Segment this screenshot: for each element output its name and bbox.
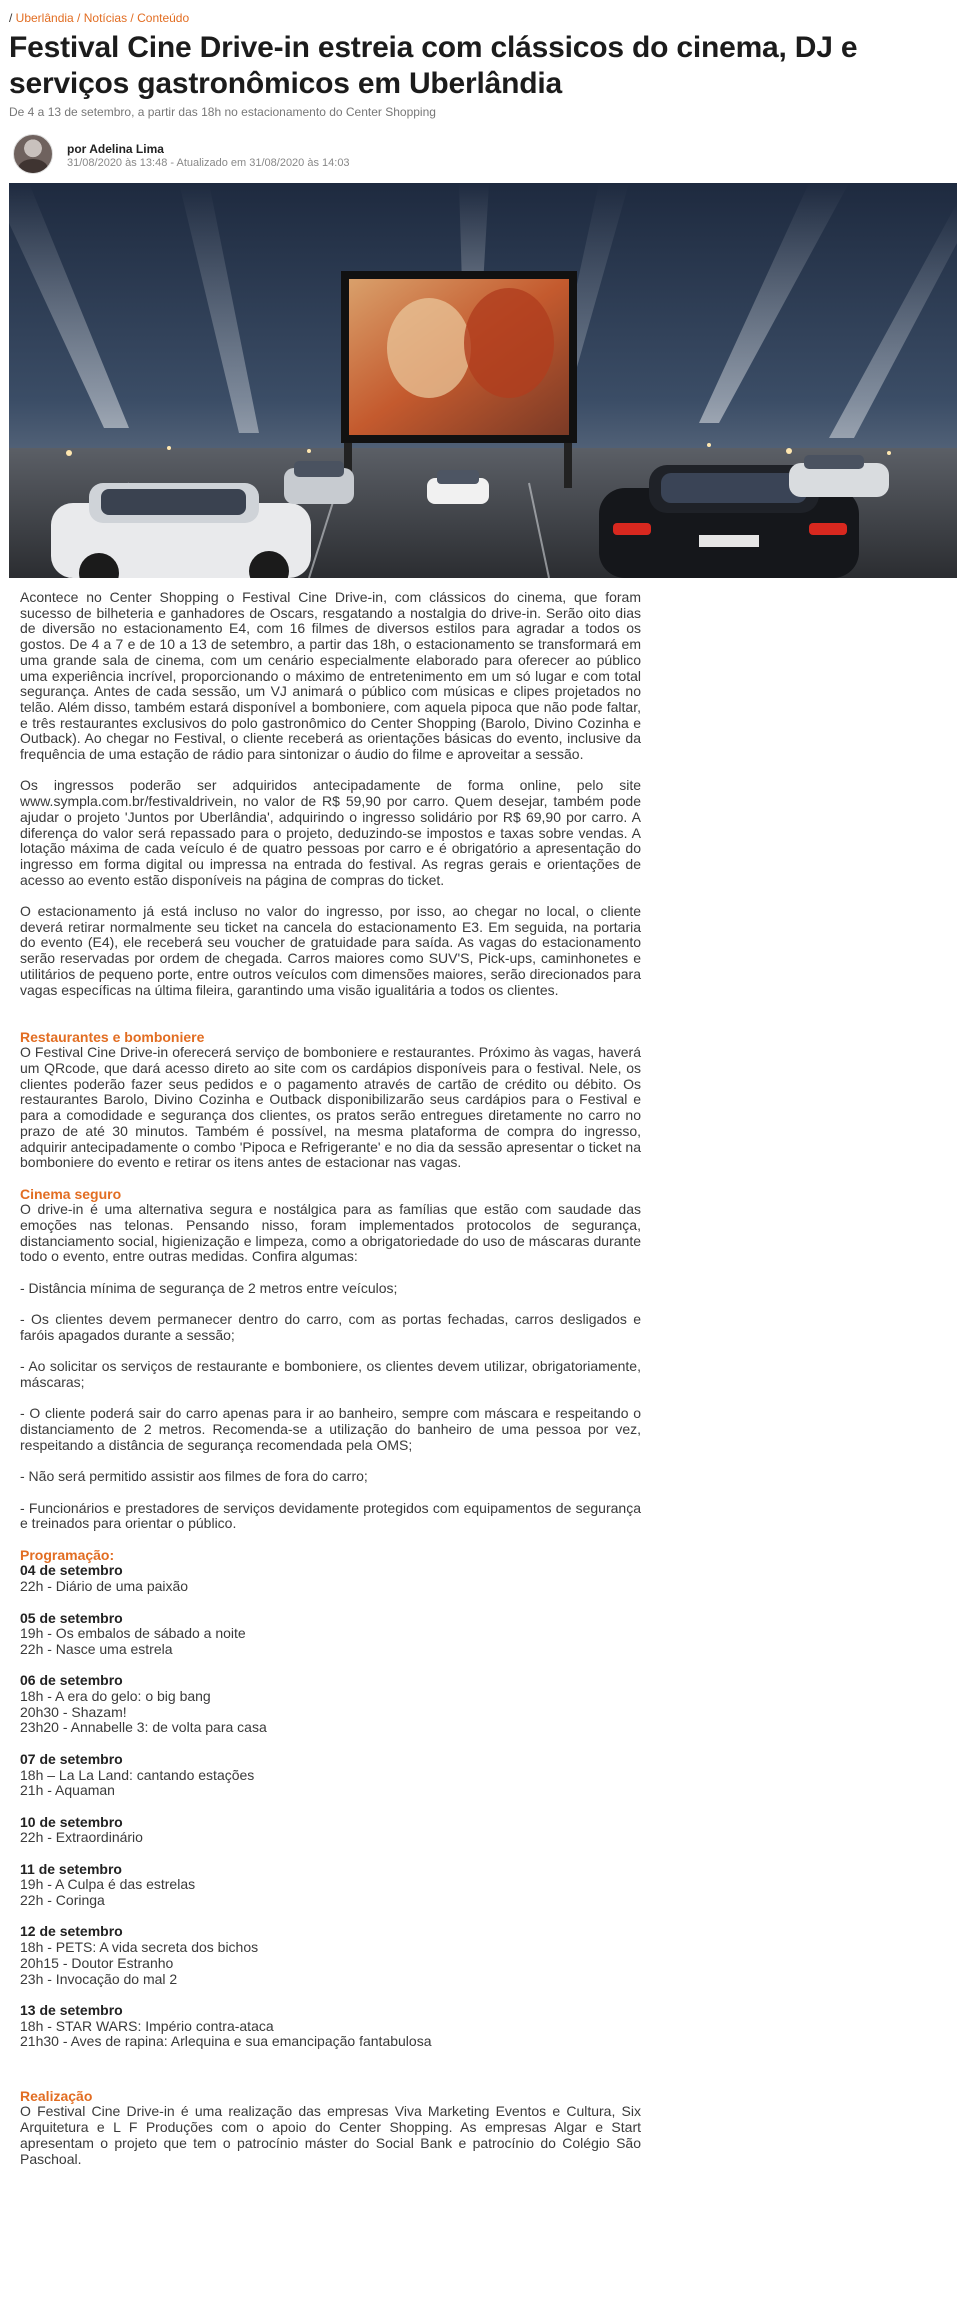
schedule-session: 22h - Extraordinário: [20, 1829, 143, 1846]
breadcrumb-conteudo[interactable]: Conteúdo: [137, 11, 190, 25]
schedule-day: [20, 1611, 641, 1658]
schedule-session: 22h - Coringa: [20, 1892, 105, 1909]
schedule-date: 06 de setembro: [20, 1672, 123, 1689]
schedule-session: 18h – La La Land: cantando estações: [20, 1766, 255, 1783]
safety-rule: - O cliente poderá sair do carro apenas para ir ao banheiro, sempre com máscara e respeitando o distanciamento de 2 metros. Recomenda-se a utilização do banheiro de uma pessoa por vez, respeitando a distância de segurança recomendada pela OMS;: [20, 1405, 641, 1453]
schedule-day: [20, 1563, 641, 1594]
restaurants-text: O Festival Cine Drive-in oferecerá serviço de bomboniere e restaurantes. Próximo às vagas, haverá um QRcode, que dará acesso direto ao site com os cardápios disponíveis para o festival. Nele, os clientes poderão fazer seus pedidos e o pagamento através de cartão de crédito ou débito. Os restaurantes Barolo, Divino Cozinha e Outback disponibilizarão seus cardápios para o Festival e para a comodidade e segurança dos clientes, os pratos serão entregues diretamente no carro no prazo de até 30 minutos. Também é possível, na mesma plataforma de compra do ingresso, adquirir antecipadamente o combo 'Pipoca e Refrigerante' e no dia da sessão apresentar o ticket na bomboniere do evento e retirar os itens antes de estacionar nas vagas.: [20, 1044, 641, 1171]
schedule-date: 05 de setembro: [20, 1609, 123, 1626]
safety-rule: - Não será permitido assistir aos filmes de fora do carro;: [20, 1468, 368, 1485]
safety-rule: - Os clientes devem permanecer dentro do carro, com as portas fechadas, carros desligados e faróis apagados durante a sessão;: [20, 1311, 641, 1343]
schedule-session: 19h - A Culpa é das estrelas: [20, 1876, 196, 1893]
realization-heading: Realização: [20, 2087, 93, 2104]
schedule-day: [20, 1752, 641, 1799]
article-title: Festival Cine Drive-in estreia com clássicos do cinema, DJ e serviços gastronômicos em Uberlândia: [9, 31, 858, 100]
publish-dates: 31/08/2020 às 13:48 - Atualizado em 31/08/2020 às 14:03: [67, 157, 350, 169]
safety-rule: - Ao solicitar os serviços de restaurante e bomboniere, os clientes devem utilizar, obrigatoriamente, máscaras;: [20, 1358, 641, 1391]
schedule-day: [20, 1924, 641, 1987]
hero-image: [9, 183, 957, 578]
schedule-session: 18h - STAR WARS: Império contra-ataca: [20, 2017, 274, 2034]
drive-in-illustration: [9, 183, 957, 578]
schedule-date: 10 de setembro: [20, 1813, 123, 1830]
paragraph-parking: O estacionamento já está incluso no valor do ingresso, por isso, ao chegar no local, o cliente deverá retirar normalmente seu ticket na cancela do estacionamento E3. Em seguida, na portaria do evento (E4), ele receberá seu voucher de gratuidade para saída. As vagas do estacionamento serão reservadas por ordem de chegada. Carros maiores como SUV'S, Pick-ups, caminhonetes e utilitários de pequeno porte, entre outros veículos com dimensões maiores, serão direcionados para vagas específicas na última fileira, garantindo uma visão igualitária a todos os clientes.: [20, 903, 641, 998]
schedule-day: [20, 2003, 641, 2050]
schedule-session: 20h15 - Doutor Estranho: [20, 1954, 174, 1971]
safety-rule: - Distância mínima de segurança de 2 metros entre veículos;: [20, 1279, 398, 1296]
author-prefix: por: [67, 142, 87, 156]
author-byline: [67, 142, 164, 156]
article-body: [20, 590, 641, 2183]
paragraph-tickets: Os ingressos poderão ser adquiridos antecipadamente de forma online, pelo site www.sympla.com.br/festivaldrivein, no valor de R$ 59,90 por carro. Quem desejar, também pode ajudar o projeto 'Juntos por Uberlândia', adquirindo o ingresso solidário por R$ 69,90 por carro. A diferença do valor será repassado para o projeto, deduzindo-se impostos e taxas sobre vendas. A lotação máxima de cada veículo é de quatro pessoas por carro e é obrigatório a apresentação do ingresso em forma digital ou impressa na entrada do festival. As regras gerais e orientações de acesso ao evento estão disponíveis na página de compras do ticket.: [20, 777, 641, 888]
schedule-date: 04 de setembro: [20, 1562, 123, 1579]
safety-intro: O drive-in é uma alternativa segura e nostálgica para as famílias que estão com saudade das emoções nas telonas. Pensando nisso, foram implementados protocolos de segurança, distanciamento social, higienização e limpeza, como a obrigatoriedade do uso de máscaras durante todo o evento, entre outras medidas. Confira algumas:: [20, 1201, 641, 1265]
schedule-day: [20, 1673, 641, 1736]
paragraph-intro: Acontece no Center Shopping o Festival Cine Drive-in, com clássicos do cinema, que foram sucesso de bilheteria e ganhadores de Oscars, resgatando a nostalgia do drive-in. Serão oito dias de diversão no estacionamento E4, com 16 filmes de diversos estilos para agradar a todos os gostos. De 4 a 7 e de 10 a 13 de setembro, a partir das 18h, o estacionamento se transformará em uma grande sala de cinema, com um cenário especialmente elaborado para oferecer ao público uma experiência incrível, proporcionando o máximo de entretenimento em um só lugar e com total segurança. Antes de cada sessão, um VJ animará o público com músicas e clipes projetados no telão. Além disso, também estará disponível a bomboniere, com aquela pipoca que não pode faltar, e três restaurantes exclusivos do polo gastronômico do Center Shopping (Barolo, Divino Cozinha e Outback). Ao chegar no Festival, o cliente receberá as orientações básicas do evento, inclusive da frequência de uma estação de rádio para sintonizar o áudio do filme e aproveitar a sessão.: [20, 589, 641, 763]
schedule-date: 12 de setembro: [20, 1923, 123, 1940]
author-name[interactable]: Adelina Lima: [89, 142, 164, 156]
schedule-session: 23h - Invocação do mal 2: [20, 1970, 178, 1987]
schedule-session: 22h - Diário de uma paixão: [20, 1578, 189, 1595]
breadcrumb-uberlandia[interactable]: Uberlândia: [15, 11, 74, 25]
schedule-session: 22h - Nasce uma estrela: [20, 1640, 173, 1657]
breadcrumb: / Uberlândia / Notícias / Conteúdo: [9, 11, 190, 25]
schedule-heading: Programação:: [20, 1546, 115, 1563]
schedule-session: 21h30 - Aves de rapina: Arlequina e sua emancipação fantabulosa: [20, 2033, 432, 2050]
schedule-date: 13 de setembro: [20, 2001, 123, 2018]
safety-rule: - Funcionários e prestadores de serviços devidamente protegidos com equipamentos de segurança e treinados para orientar o público.: [20, 1499, 641, 1532]
realization-text: O Festival Cine Drive-in é uma realização das empresas Viva Marketing Eventos e Cultura, Six Arquitetura e L F Produções com o apoio do Center Shopping. As empresas Algar e Start apresentam o projeto que tem o patrocínio máster do Social Bank e patrocínio do Colégio São Paschoal.: [20, 2103, 641, 2167]
schedule-session: 18h - A era do gelo: o big bang: [20, 1688, 211, 1704]
breadcrumb-noticias[interactable]: Notícias: [83, 11, 128, 25]
restaurants-heading: Restaurantes e bomboniere: [20, 1028, 205, 1045]
author-avatar[interactable]: [13, 134, 53, 174]
schedule-session: 20h30 - Shazam!: [20, 1703, 127, 1720]
author-row: [9, 134, 609, 178]
safety-heading: Cinema seguro: [20, 1185, 122, 1202]
article-subtitle: De 4 a 13 de setembro, a partir das 18h no estacionamento do Center Shopping: [9, 105, 436, 119]
schedule-date: 11 de setembro: [20, 1860, 122, 1877]
schedule-day: [20, 1815, 641, 1846]
schedule-session: 23h20 - Annabelle 3: de volta para casa: [20, 1719, 267, 1736]
schedule-session: 21h - Aquaman: [20, 1782, 115, 1799]
schedule-session: 18h - PETS: A vida secreta dos bichos: [20, 1939, 259, 1956]
schedule-day: [20, 1862, 641, 1909]
schedule-date: 07 de setembro: [20, 1750, 123, 1767]
schedule-session: 19h - Os embalos de sábado a noite: [20, 1625, 246, 1642]
